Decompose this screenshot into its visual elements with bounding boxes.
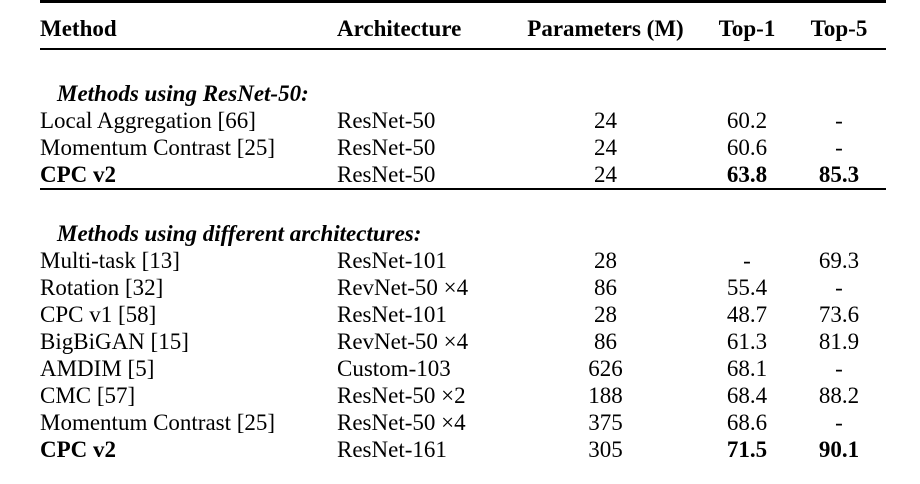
table-row [40,134,886,161]
header-architecture: Architecture [337,6,509,49]
cell-parameters: 86 [594,275,617,300]
cell-top5: 69.3 [818,248,860,273]
cell-top5: - [835,135,843,160]
cell-top5: - [835,275,843,300]
header-method: Method [40,6,337,49]
table-row [40,409,886,436]
cell-parameters: 28 [594,302,617,327]
cell-parameters: 86 [594,329,617,354]
cell-architecture: ResNet-50 [337,135,436,160]
cell-method: Momentum Contrast [25] [40,135,276,160]
table-row [40,382,886,409]
cell-top1: 71.5 [726,437,768,462]
cell-top5: 88.2 [818,383,860,408]
cell-parameters: 24 [594,108,617,133]
section-header-row [40,80,886,107]
section-title: Methods using different architectures: [57,221,422,246]
header-top1: Top-1 [702,6,792,49]
cell-parameters: 188 [588,383,623,408]
table-row [40,301,886,328]
header-parameters: Parameters (M) [509,6,702,49]
cell-top1: 68.6 [726,410,768,435]
top-rule [40,0,886,3]
cell-top1: 68.4 [726,383,768,408]
cell-top5: 81.9 [818,329,860,354]
cell-top5: - [835,410,843,435]
cell-architecture: ResNet-50 [337,108,436,133]
cell-top5: 85.3 [792,161,886,189]
cell-top1: 48.7 [726,302,768,327]
cell-architecture: ResNet-50 [337,161,509,189]
cell-top5: - [835,108,843,133]
table-row [40,247,886,274]
cell-architecture: RevNet-50 ×4 [337,329,469,354]
cell-parameters: 24 [509,161,702,189]
section-header-row [40,220,886,247]
cell-top5: - [835,356,843,381]
cell-method: BigBiGAN [15] [40,329,189,354]
cell-parameters: 28 [594,248,617,273]
cell-method: CPC v1 [58] [40,302,157,327]
section-title: Methods using ResNet-50: [57,81,309,106]
cell-top1: 60.2 [726,108,768,133]
cell-top1: 68.1 [726,356,768,381]
table-row [40,274,886,301]
table-row-highlight [40,161,886,189]
cell-parameters: 375 [588,410,623,435]
cell-method: CPC v2 [40,437,117,462]
cell-method: Rotation [32] [40,275,164,300]
cell-method: CPC v2 [40,161,337,189]
cell-top5: 90.1 [818,437,860,462]
cell-parameters: 626 [588,356,623,381]
cell-parameters: 24 [594,135,617,160]
cell-method: CMC [57] [40,383,136,408]
spacer-row [40,49,886,80]
cell-top5: 73.6 [818,302,860,327]
cell-architecture: ResNet-101 [337,302,447,327]
cell-top1: 60.6 [726,135,768,160]
cell-method: AMDIM [5] [40,356,155,381]
cell-architecture: ResNet-101 [337,248,447,273]
header-row [40,6,886,49]
cell-architecture: ResNet-50 ×2 [337,383,466,408]
header-top5: Top-5 [792,6,886,49]
cell-top1: - [743,248,751,273]
cell-method: Multi-task [13] [40,248,180,273]
table-row [40,355,886,382]
cell-architecture: Custom-103 [337,356,451,381]
cell-top1: 61.3 [726,329,768,354]
cell-top1: 55.4 [726,275,768,300]
table-row [40,328,886,355]
cell-architecture: ResNet-50 ×4 [337,410,466,435]
table-row [40,107,886,134]
cell-parameters: 305 [588,437,623,462]
spacer-row [40,189,886,220]
cell-top1: 63.8 [702,161,792,189]
cell-architecture: ResNet-161 [337,437,447,462]
cell-architecture: RevNet-50 ×4 [337,275,469,300]
table-row-highlight [40,436,886,463]
cell-method: Momentum Contrast [25] [40,410,276,435]
cell-method: Local Aggregation [66] [40,108,256,133]
results-table [40,6,886,463]
